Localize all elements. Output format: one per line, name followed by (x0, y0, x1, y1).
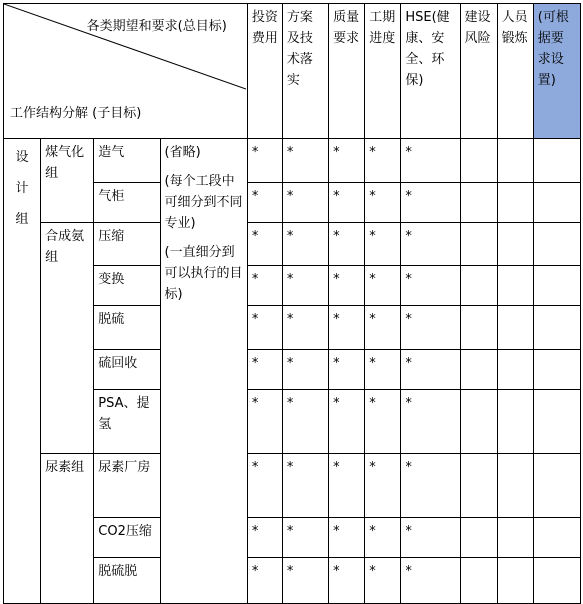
corner-top-label: 各类期望和要求(总目标) (86, 19, 227, 34)
empty-cell (533, 183, 580, 223)
empty-cell (533, 139, 580, 183)
empty-cell (460, 266, 497, 306)
mark-cell: * (401, 454, 460, 518)
empty-cell (497, 350, 533, 390)
empty-cell (460, 390, 497, 454)
mark-cell: * (247, 139, 282, 183)
empty-cell (533, 266, 580, 306)
empty-cell (533, 390, 580, 454)
mark-cell: * (365, 454, 401, 518)
column-header: 人员锻炼 (497, 4, 533, 139)
mark-cell: * (401, 518, 460, 558)
empty-cell (533, 518, 580, 558)
wbs-table (3, 3, 581, 604)
notes-cell (160, 139, 247, 604)
empty-cell (460, 223, 497, 266)
empty-cell (460, 183, 497, 223)
empty-cell (497, 390, 533, 454)
mark-cell: * (247, 518, 282, 558)
column-header-highlight: (可根据要求设置) (533, 4, 580, 139)
mark-cell: * (329, 223, 365, 266)
header-row (4, 4, 581, 139)
mark-cell: * (282, 518, 328, 558)
empty-cell (497, 223, 533, 266)
empty-cell (460, 558, 497, 604)
mark-cell: * (282, 266, 328, 306)
empty-cell (497, 183, 533, 223)
mark-cell: * (401, 558, 460, 604)
empty-cell (497, 454, 533, 518)
mark-cell: * (329, 266, 365, 306)
mark-cell: * (329, 390, 365, 454)
mark-cell: * (282, 183, 328, 223)
item-label: 变换 (94, 266, 160, 306)
mark-cell: * (365, 139, 401, 183)
column-header: HSE(健康、安全、环保) (401, 4, 460, 139)
mark-cell: * (329, 183, 365, 223)
empty-cell (497, 139, 533, 183)
mark-cell: * (329, 306, 365, 350)
item-label: 压缩 (94, 223, 160, 266)
mark-cell: * (282, 390, 328, 454)
level1-text: 设计组 (15, 150, 29, 227)
note-text: (每个工段中可细分到不同专业) (164, 174, 243, 231)
mark-cell: * (365, 183, 401, 223)
table-row (4, 454, 581, 518)
item-label: PSA、提氢 (94, 390, 160, 454)
column-header: 工期进度 (365, 4, 401, 139)
item-label: CO2压缩 (94, 518, 160, 558)
note-text: (一直细分到可以执行的目标) (164, 245, 243, 302)
mark-cell: * (401, 350, 460, 390)
column-header: 建设风险 (460, 4, 497, 139)
column-header: 质量要求 (329, 4, 365, 139)
empty-cell (460, 350, 497, 390)
mark-cell: * (329, 454, 365, 518)
mark-cell: * (365, 390, 401, 454)
empty-cell (497, 266, 533, 306)
mark-cell: * (247, 454, 282, 518)
column-header: 方案及技术落实 (282, 4, 328, 139)
mark-cell: * (365, 518, 401, 558)
item-label: 硫回收 (94, 350, 160, 390)
mark-cell: * (282, 139, 328, 183)
table-row (4, 139, 581, 183)
mark-cell: * (282, 223, 328, 266)
note-text: (省略) (164, 145, 201, 160)
mark-cell: * (282, 350, 328, 390)
mark-cell: * (247, 558, 282, 604)
mark-cell: * (365, 223, 401, 266)
group-label: 煤气化组 (41, 139, 94, 223)
mark-cell: * (401, 139, 460, 183)
item-label: 脱硫 (94, 306, 160, 350)
empty-cell (533, 223, 580, 266)
empty-cell (460, 454, 497, 518)
mark-cell: * (329, 139, 365, 183)
mark-cell: * (329, 350, 365, 390)
mark-cell: * (247, 266, 282, 306)
mark-cell: * (282, 558, 328, 604)
mark-cell: * (247, 390, 282, 454)
mark-cell: * (401, 266, 460, 306)
empty-cell (497, 518, 533, 558)
mark-cell: * (247, 223, 282, 266)
empty-cell (460, 518, 497, 558)
group-label: 合成氨组 (41, 223, 94, 454)
column-header: 投资费用 (247, 4, 282, 139)
empty-cell (497, 306, 533, 350)
item-label: 尿素厂房 (94, 454, 160, 518)
item-label: 脱硫脱 (94, 558, 160, 604)
mark-cell: * (401, 306, 460, 350)
mark-cell: * (247, 306, 282, 350)
empty-cell (460, 139, 497, 183)
item-label: 气柜 (94, 183, 160, 223)
mark-cell: * (247, 350, 282, 390)
corner-bottom-label: 工作结构分解 (子目标) (10, 106, 142, 121)
empty-cell (460, 306, 497, 350)
empty-cell (533, 350, 580, 390)
empty-cell (533, 306, 580, 350)
empty-cell (533, 454, 580, 518)
mark-cell: * (282, 306, 328, 350)
mark-cell: * (247, 183, 282, 223)
mark-cell: * (401, 223, 460, 266)
mark-cell: * (329, 558, 365, 604)
mark-cell: * (365, 306, 401, 350)
mark-cell: * (282, 454, 328, 518)
mark-cell: * (365, 350, 401, 390)
level1-label (4, 139, 41, 604)
mark-cell: * (365, 558, 401, 604)
mark-cell: * (329, 518, 365, 558)
group-label: 尿素组 (41, 454, 94, 604)
empty-cell (533, 558, 580, 604)
header-corner-cell (4, 4, 248, 139)
item-label: 造气 (94, 139, 160, 183)
mark-cell: * (401, 390, 460, 454)
mark-cell: * (365, 266, 401, 306)
table-row (4, 223, 581, 266)
empty-cell (497, 558, 533, 604)
mark-cell: * (401, 183, 460, 223)
